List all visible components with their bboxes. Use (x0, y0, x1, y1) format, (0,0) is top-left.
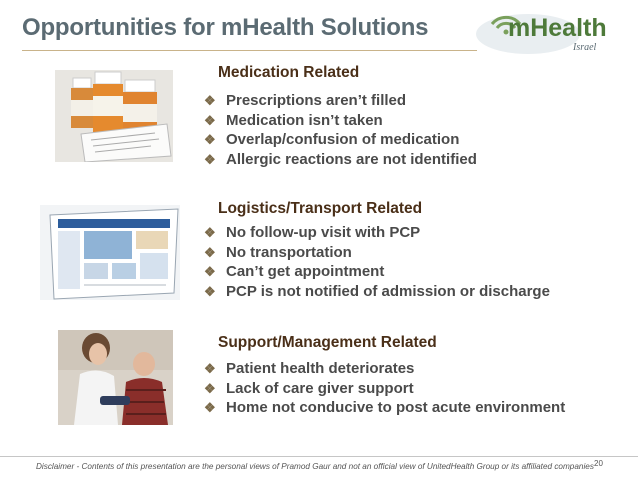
support-bullet-list (204, 359, 565, 418)
list-item: ❖ Prescriptions aren’t filled (204, 92, 407, 109)
medication-bottles-image (55, 70, 173, 162)
diamond-bullet-icon: ❖ (204, 225, 216, 240)
section-heading-medication: Medication Related (218, 64, 360, 81)
diamond-bullet-icon: ❖ (204, 132, 216, 147)
diamond-bullet-icon: ❖ (204, 151, 216, 167)
list-item: ❖ PCP is not notified of admission or discharge (204, 282, 550, 300)
list-item: ❖ Medication isn’t taken (204, 111, 383, 129)
medication-bullet-list (204, 91, 477, 169)
diamond-bullet-icon: ❖ (204, 361, 216, 376)
diamond-bullet-icon: ❖ (204, 112, 216, 128)
list-item: ❖ Patient health deteriorates (204, 360, 415, 377)
diamond-bullet-icon: ❖ (204, 93, 216, 108)
diamond-bullet-icon: ❖ (204, 264, 216, 279)
caregiver-patient-image (58, 330, 173, 425)
page-number: 20 (594, 459, 603, 468)
diamond-bullet-icon: ❖ (204, 283, 216, 299)
website-screenshot-image (40, 205, 180, 300)
list-item: ❖ Home not conducive to post acute environment (204, 399, 566, 416)
diamond-bullet-icon: ❖ (204, 400, 216, 415)
disclaimer-text: Disclaimer - Contents of this presentation are the personal views of Pramod Gaur and not an official view of UnitedHealth Group or its affiliated companies (36, 462, 594, 471)
logo-wordmark: mHealth (508, 14, 607, 42)
list-item: ❖ Overlap/confusion of medication (204, 131, 460, 148)
list-item: ❖ Can’t get appointment (204, 263, 385, 280)
section-heading-support: Support/Management Related (218, 334, 437, 351)
section-heading-logistics: Logistics/Transport Related (218, 200, 423, 217)
slide-title: Opportunities for mHealth Solutions (22, 14, 429, 41)
list-item: ❖ No transportation (204, 243, 352, 261)
list-item: ❖ Allergic reactions are not identified (204, 150, 477, 168)
diamond-bullet-icon: ❖ (204, 244, 216, 260)
footer-divider (0, 456, 638, 457)
list-item: ❖ Lack of care giver support (204, 379, 414, 397)
list-item: ❖ No follow-up visit with PCP (204, 224, 421, 241)
logistics-bullet-list (204, 223, 550, 301)
title-underline (22, 50, 477, 51)
diamond-bullet-icon: ❖ (204, 380, 216, 396)
mhealth-logo (470, 6, 622, 56)
logo-subtitle: Israel (573, 42, 597, 53)
